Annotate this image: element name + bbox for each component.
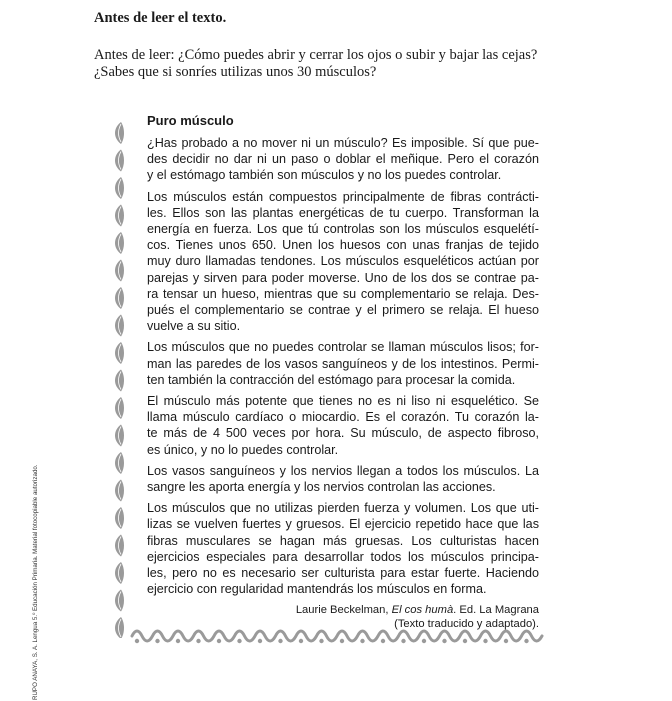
wave-curl-dot bbox=[381, 639, 385, 643]
wave-curl-dot bbox=[422, 639, 426, 643]
paragraph bbox=[147, 393, 539, 458]
paragraph-line: les. Ellos son las plantas energéticas de tu cuerpo. Transforman la bbox=[147, 205, 539, 220]
leaf-border-ornament bbox=[110, 118, 132, 638]
leaf-icon bbox=[115, 205, 124, 227]
paragraph-line: muy duro llamadas tendones. Los músculos esqueléticos actúan por bbox=[147, 254, 539, 269]
paragraph-line: Los músculos que no puedes controlar se llaman músculos lisos; for- bbox=[147, 340, 539, 355]
source-note: (Texto traducido y adaptado). bbox=[394, 618, 539, 631]
wave-curl-dot bbox=[299, 639, 303, 643]
paragraph bbox=[147, 189, 539, 335]
wave-curl-dot bbox=[401, 639, 405, 643]
paragraph-line: y el estómago también son músculos y no los puedes controlar. bbox=[147, 168, 502, 183]
wave-curl-dot bbox=[258, 639, 262, 643]
wave-curl-dot bbox=[442, 639, 446, 643]
paragraph bbox=[147, 463, 539, 495]
paragraph-line: parejas y sirven para poder moverse. Uno de los dos se contrae pa- bbox=[147, 270, 539, 285]
paragraph bbox=[147, 500, 539, 597]
paragraph-line: man las paredes de los vasos sanguíneos y de los intestinos. Permi- bbox=[147, 356, 539, 371]
paragraph-line: energía en fuerza. Los que tú controlas son los músculos esquelétí- bbox=[147, 222, 539, 237]
leaf-icon bbox=[115, 397, 124, 419]
paragraph-line: Los vasos sanguíneos y los nervios llegan a todos los músculos. La bbox=[147, 463, 539, 478]
wave-curl-dot bbox=[504, 639, 508, 643]
wave-curl-dot bbox=[135, 639, 139, 643]
leaf-icon bbox=[115, 260, 124, 282]
reading-title: Puro músculo bbox=[147, 113, 234, 128]
wave-border-ornament bbox=[128, 622, 548, 652]
paragraph-line: lizas se vuelven fuertes y gruesos. El ejercicio repetido hace que las bbox=[147, 517, 539, 532]
source-book: El cos humà bbox=[391, 604, 454, 617]
side-copyright-note: RUPO ANAYA, S. A. Lengua 5.º Educación Primaria. Material fotocopiable autorizado. bbox=[32, 464, 39, 700]
leaf-icon bbox=[115, 507, 124, 529]
wave-curl-dot bbox=[340, 639, 344, 643]
intro-line-2: ¿Sabes que si sonríes utilizas unos 30 músculos? bbox=[94, 64, 377, 80]
wave-curl-dot bbox=[196, 639, 200, 643]
wave-curl-dot bbox=[278, 639, 282, 643]
leaf-icon bbox=[115, 452, 124, 474]
paragraph-line: El músculo más potente que tienes no es ni liso ni esquelético. Se bbox=[147, 394, 539, 409]
wave-curl-dot bbox=[237, 639, 241, 643]
leaf-icon bbox=[115, 315, 124, 337]
wave-curl-dot bbox=[217, 639, 221, 643]
paragraph-line: pués el complementario se contrae y el primero se relaja. El hueso bbox=[147, 303, 539, 318]
leaf-icon bbox=[115, 562, 124, 584]
paragraph-line: des decidir no dar ni un paso o doblar el meñique. Pero el corazón bbox=[147, 152, 539, 167]
paragraph-line: ra tensar un hueso, mientras que su complementario se relaja. Des- bbox=[147, 286, 539, 301]
leaf-icon bbox=[115, 480, 124, 502]
paragraph-line: ten también la contracción del estómago para procesar la comida. bbox=[147, 372, 516, 387]
leaf-icon bbox=[115, 590, 124, 612]
wave-curl-dot bbox=[463, 639, 467, 643]
wave-curl-dot bbox=[360, 639, 364, 643]
paragraph-line: es único, y no lo puedes controlar. bbox=[147, 442, 339, 457]
wave-curl-dot bbox=[155, 639, 159, 643]
paragraph-line: cos. Tienes unos 650. Unen los huesos con unas franjas de tejido bbox=[147, 238, 539, 253]
source-publisher: . Ed. La Magrana bbox=[453, 604, 539, 617]
source-line-1 bbox=[147, 603, 539, 617]
leaf-icon bbox=[115, 122, 124, 144]
wave-curl-dot bbox=[524, 639, 528, 643]
source-author: Laurie Beckelman, bbox=[295, 604, 392, 617]
paragraph bbox=[147, 339, 539, 388]
paragraph-line: te más de 4 500 veces por hora. Su músculo, de aspecto fibroso, bbox=[147, 426, 539, 441]
paragraph-line: fibras musculares se hagan más gruesas. Los culturistas hacen bbox=[147, 533, 539, 548]
leaf-icon bbox=[115, 535, 124, 557]
leaf-icon bbox=[115, 370, 124, 392]
wave-curl-dot bbox=[483, 639, 487, 643]
paragraph-line: llama músculo cardíaco o miocardio. Es el corazón. Tu corazón la- bbox=[147, 410, 539, 425]
paragraph-line: Los músculos están compuestos principalmente de fibras contrácti- bbox=[147, 189, 539, 204]
paragraph-line: ¿Has probado a no mover ni un músculo? Es imposible. Sí que pue- bbox=[147, 136, 539, 150]
paragraph-line: Los músculos que no utilizas pierden fuerza y volumen. Los que uti- bbox=[147, 501, 539, 516]
paragraph-line: vuelve a su sitio. bbox=[147, 319, 241, 334]
paragraph-line: ejercicio con regularidad mantendrás los músculos en forma. bbox=[147, 582, 487, 597]
paragraph bbox=[147, 135, 539, 184]
wave-curl-dot bbox=[319, 639, 323, 643]
wave-line bbox=[132, 631, 542, 641]
leaf-icon bbox=[115, 425, 124, 447]
intro-line-1: Antes de leer: ¿Cómo puedes abrir y cerrar los ojos o subir y bajar las cejas? bbox=[94, 47, 538, 63]
intro-title: Antes de leer el texto. bbox=[94, 10, 227, 26]
reading-text bbox=[147, 113, 539, 631]
reading-paragraphs bbox=[147, 135, 539, 597]
leaf-icon bbox=[115, 150, 124, 172]
leaf-icon bbox=[115, 342, 124, 364]
paragraph-line: ejercicios especiales para desarrollar todos los músculos principa- bbox=[147, 549, 539, 564]
leaf-icon bbox=[115, 177, 124, 199]
leaf-icon bbox=[115, 287, 124, 309]
leaf-icon bbox=[115, 232, 124, 254]
wave-curl-dot bbox=[176, 639, 180, 643]
paragraph-line: les, pero no es necesario ser culturista para estar fuerte. Haciendo bbox=[147, 566, 539, 581]
leaf-icon bbox=[115, 617, 124, 638]
intro-text bbox=[94, 47, 574, 81]
paragraph-line: sangre les aporta energía y los nervios controlan las acciones. bbox=[147, 480, 496, 495]
